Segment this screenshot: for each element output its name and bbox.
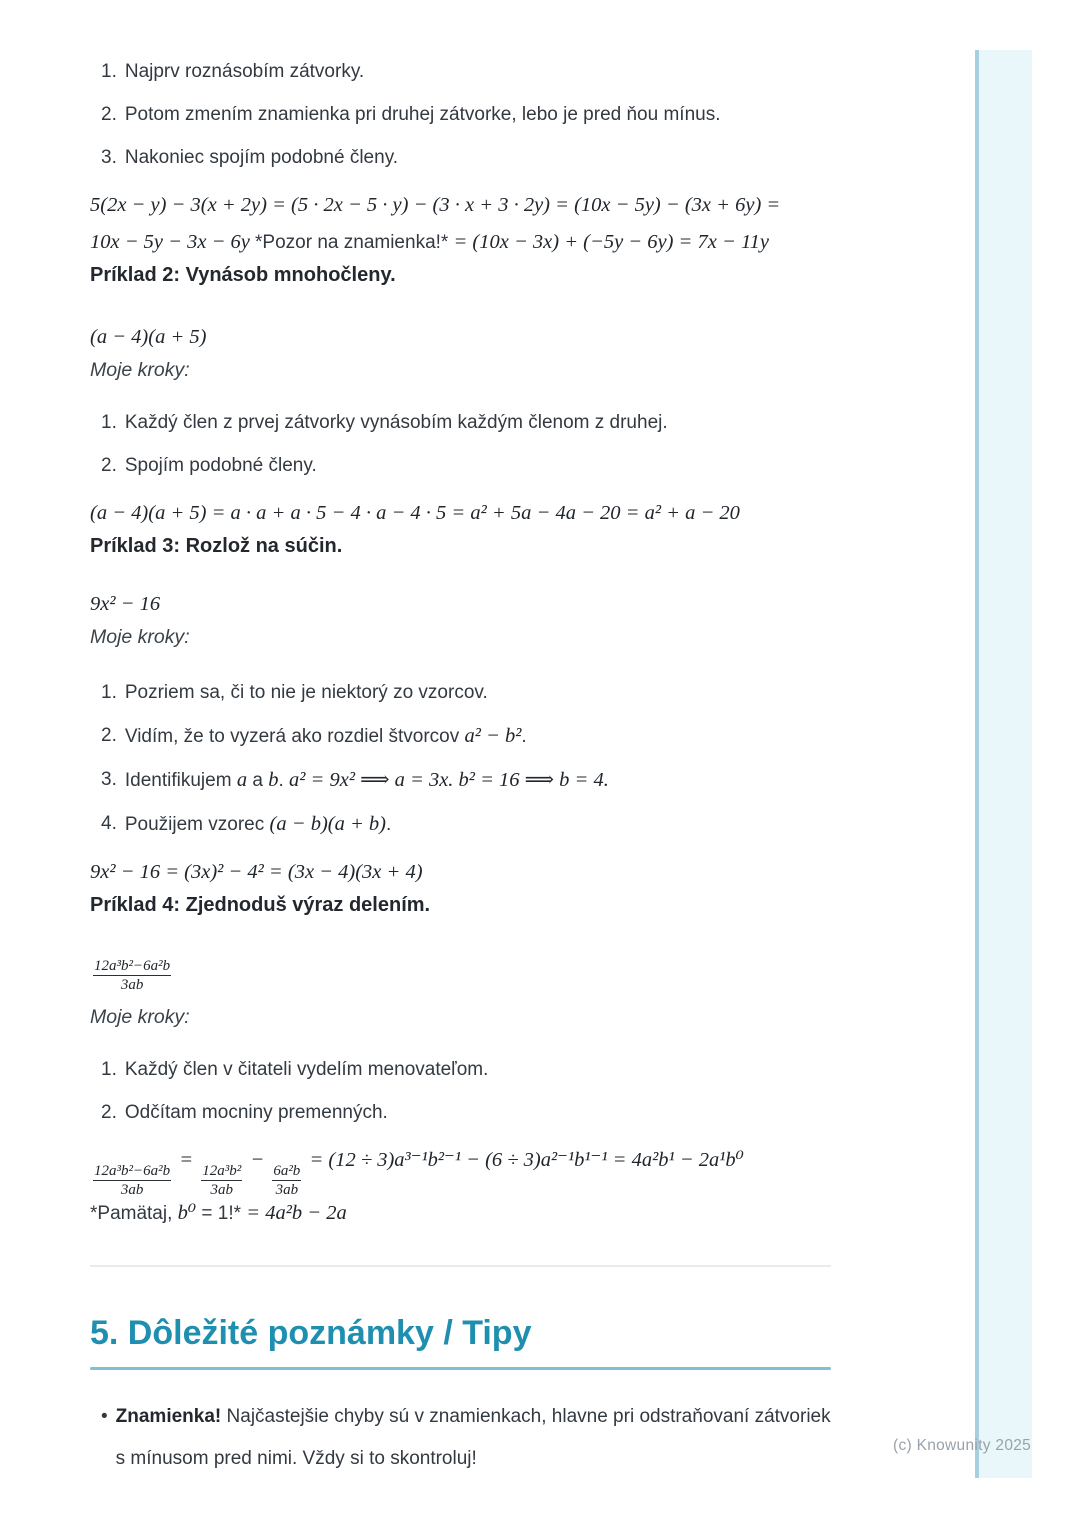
fraction-denominator: 3ab bbox=[275, 1182, 299, 1198]
example3-title: Príklad 3: Rozlož na súčin. bbox=[90, 535, 343, 557]
math-segment: a bbox=[236, 769, 248, 791]
list-number: 1. bbox=[101, 682, 117, 703]
list-item-text bbox=[125, 722, 831, 751]
list-number: 4. bbox=[101, 813, 117, 834]
math-segment: = (12 ÷ 3)a³⁻¹b²⁻¹ − (6 ÷ 3)a²⁻¹b¹⁻¹ = 4a²b¹ − 2a¹b⁰ bbox=[304, 1149, 744, 1171]
example4-title: Príklad 4: Zjednoduš výraz delením. bbox=[90, 894, 431, 916]
math-segment: (a − b)(a + b) bbox=[269, 813, 387, 835]
list-item bbox=[90, 679, 831, 707]
example4-problem bbox=[90, 937, 831, 994]
example4-steps-list bbox=[90, 1056, 831, 1127]
math-segment: b⁰ bbox=[177, 1202, 197, 1224]
math-segment: b bbox=[268, 769, 279, 791]
list-item bbox=[90, 452, 831, 480]
text-segment: . bbox=[386, 814, 392, 835]
example4-note bbox=[90, 1199, 831, 1229]
math-segment: = (10x − 3x) + (−5y − 6y) = 7x − 11y bbox=[448, 231, 770, 253]
fraction bbox=[201, 1162, 242, 1199]
list-item-text: Pozriem sa, či to nie je niektorý zo vzorcov. bbox=[124, 682, 488, 703]
text-segment: . bbox=[521, 726, 527, 747]
section5-title: 5. Dôležité poznámky / Tipy bbox=[90, 1314, 532, 1352]
list-item bbox=[90, 144, 831, 172]
list-item-text bbox=[125, 766, 831, 795]
fraction bbox=[93, 957, 171, 994]
text-segment: Najčastejšie chyby sú v znamienkach, hlavne pri odstraňovaní zátvoriek s mínusom pred nimi. Vždy si to skontroluj! bbox=[115, 1406, 831, 1469]
math-segment: = bbox=[174, 1149, 199, 1171]
list-number: 2. bbox=[101, 1102, 117, 1123]
example4-solution bbox=[90, 1142, 831, 1199]
example3-steps-label: Moje kroky: bbox=[90, 626, 190, 648]
list-number: 2. bbox=[101, 455, 117, 476]
fraction-numerator: 12a³b² bbox=[202, 1163, 242, 1179]
math-segment: − bbox=[245, 1149, 270, 1171]
list-number: 1. bbox=[101, 1059, 117, 1080]
list-item bbox=[90, 101, 831, 129]
example3-solution: 9x² − 16 = (3x)² − 4² = (3x − 4)(3x + 4) bbox=[90, 861, 423, 883]
math-segment: = 4a²b − 2a bbox=[246, 1202, 347, 1224]
fraction-numerator: 6a²b bbox=[273, 1163, 301, 1179]
list-number: 2. bbox=[101, 104, 117, 125]
list-number: 3. bbox=[101, 769, 117, 790]
example4-steps-label: Moje kroky: bbox=[90, 1006, 190, 1028]
example1-solution-line2 bbox=[90, 224, 831, 261]
watermark: (c) Knowunity 2025 bbox=[893, 1437, 1032, 1454]
list-item bbox=[90, 409, 831, 437]
list-item-text: Nakoniec spojím podobné členy. bbox=[124, 147, 399, 168]
text-segment: Vidím, že to vyzerá ako rozdiel štvorcov bbox=[124, 726, 465, 747]
intro-steps-list bbox=[90, 58, 831, 172]
list-item-text bbox=[116, 1396, 831, 1480]
math-segment: a² = 9x² ⟹ a = 3x. b² = 16 ⟹ b = 4. bbox=[289, 769, 609, 791]
math-segment: 10x − 5y − 3x − 6y bbox=[90, 231, 256, 253]
text-segment: *Pamätaj, bbox=[90, 1203, 178, 1224]
text-segment: Použijem vzorec bbox=[124, 814, 270, 835]
list-item-text: Odčítam mocniny premenných. bbox=[124, 1102, 388, 1123]
section5-underline bbox=[90, 1367, 831, 1370]
text-segment: . bbox=[278, 770, 289, 791]
list-item bbox=[90, 766, 831, 795]
example2-problem: (a − 4)(a + 5) bbox=[90, 326, 207, 348]
example2-steps-list bbox=[90, 409, 831, 480]
bullet-marker: • bbox=[101, 1406, 108, 1427]
list-number: 2. bbox=[101, 725, 117, 746]
fraction-denominator: 3ab bbox=[210, 1182, 233, 1198]
list-item-text bbox=[125, 810, 831, 839]
fraction-numerator: 12a³b²−6a²b bbox=[94, 958, 171, 974]
side-panel bbox=[975, 50, 1032, 1478]
fraction bbox=[272, 1162, 301, 1199]
list-item bbox=[90, 810, 831, 839]
example2-steps-label: Moje kroky: bbox=[90, 359, 190, 381]
fraction-numerator: 12a³b²−6a²b bbox=[94, 1163, 171, 1179]
math-segment: a² − b² bbox=[464, 725, 522, 747]
example3-problem: 9x² − 16 bbox=[90, 593, 161, 615]
list-number: 1. bbox=[101, 412, 117, 433]
text-segment: a bbox=[247, 770, 269, 791]
list-item-text: Potom zmením znamienka pri druhej zátvorke, lebo je pred ňou mínus. bbox=[124, 104, 721, 125]
bold-text-segment: Znamienka! bbox=[115, 1406, 222, 1427]
example2-title: Príklad 2: Vynásob mnohočleny. bbox=[90, 264, 396, 286]
list-item-text: Najprv roznásobím zátvorky. bbox=[124, 61, 365, 82]
list-item bbox=[90, 722, 831, 751]
list-item-text: Každý člen z prvej zátvorky vynásobím každým členom z druhej. bbox=[124, 412, 668, 433]
document-content bbox=[90, 58, 831, 1480]
fraction bbox=[93, 1162, 171, 1199]
list-item-text: Spojím podobné členy. bbox=[124, 455, 317, 476]
fraction-denominator: 3ab bbox=[120, 1182, 144, 1198]
text-segment: *Pozor na znamienka!* bbox=[255, 232, 449, 253]
fraction-denominator: 3ab bbox=[120, 977, 144, 993]
list-number: 3. bbox=[101, 147, 117, 168]
example1-solution-line1: 5(2x − y) − 3(x + 2y) = (5 · 2x − 5 · y) − (3 · x + 3 · 2y) = (10x − 5y) − (3x + 6y) = bbox=[90, 194, 781, 216]
example3-steps-list bbox=[90, 679, 831, 839]
list-item bbox=[90, 1099, 831, 1127]
example2-solution: (a − 4)(a + 5) = a · a + a · 5 − 4 · a − 4 · 5 = a² + 5a − 4a − 20 = a² + a − 20 bbox=[90, 502, 740, 524]
text-segment: Identifikujem bbox=[124, 770, 237, 791]
section-divider bbox=[90, 1265, 831, 1267]
list-item bbox=[90, 1396, 831, 1480]
list-item bbox=[90, 58, 831, 86]
text-segment: = 1!* bbox=[196, 1203, 247, 1224]
list-item-text: Každý člen v čitateli vydelím menovateľom. bbox=[124, 1059, 489, 1080]
list-number: 1. bbox=[101, 61, 117, 82]
list-item bbox=[90, 1056, 831, 1084]
tips-bullet-list bbox=[90, 1396, 831, 1480]
